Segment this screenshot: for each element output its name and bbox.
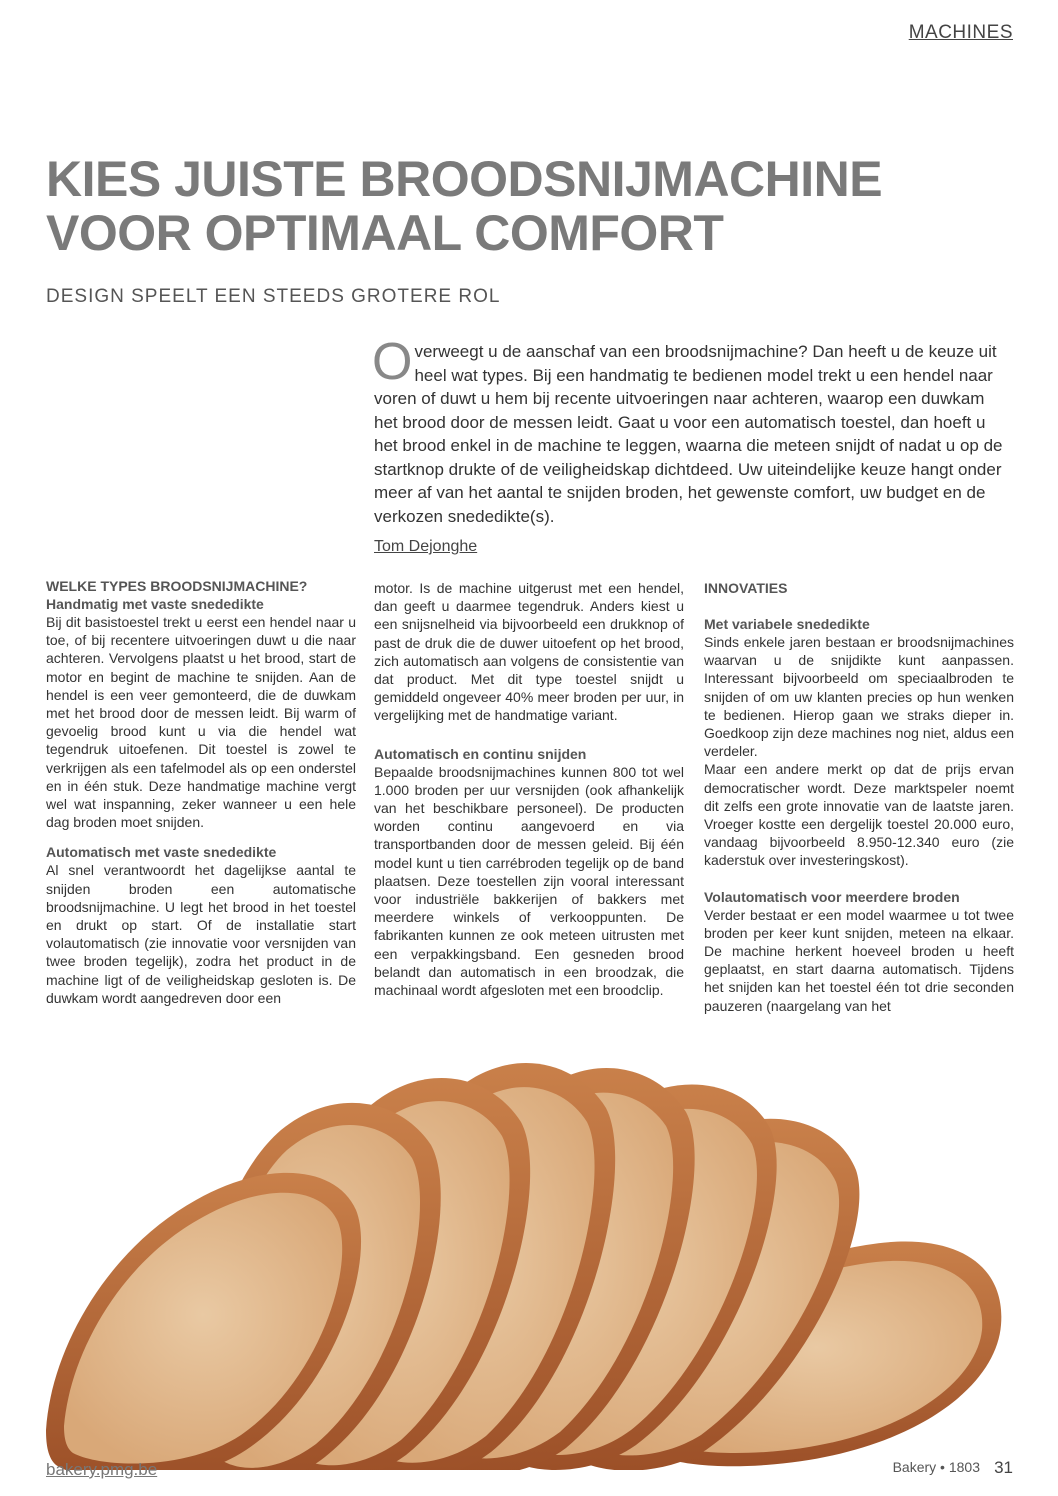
intro-dropcap: O — [372, 333, 413, 391]
paragraph: motor. Is de machine uitgerust met een hendel, dan geeft u daarmee tegendruk. Anders kiest u een snijsnelheid via bijvoorbeeld een drukknop of past de druk die de duwer uitoefent op het brood, zich automatisch aan volgens de consistentie van dat product. Met dit type toestel snijdt u gemiddeld ongeveer 40% meer broden per uur, in vergelijking met de handmatige variant. — [374, 580, 684, 724]
title-line-1: KIES JUISTE BROODSNIJMACHINE — [46, 151, 883, 207]
subheading: Met variabele snededikte — [704, 616, 870, 632]
intro-text: verweegt u de aanschaf van een broodsnijmachine? Dan heeft u de keuze uit heel wat types. Bij een handmatig te bedienen model trekt u een hendel naar voren of duwt u hem bij recente uitvoeringen naar achteren, waarop een duwkam het brood door de messen leidt. Gaat u voor een automatisch toestel, dan hoeft u het brood enkel in de machine te leggen, waarna die meteen snijdt of nadat u op de startknop drukte of de veiligheidskap dichtdeed. Uw uiteindelijke keuze hangt onder meer af van het aantal te snijden broden, het gewenste comfort, uw budget en de verkozen snededikte(s). — [374, 342, 1003, 526]
paragraph: Al snel verantwoordt het dagelijkse aantal te snijden broden een automatische broodsnijmachine. U legt het brood in het toestel en drukt op start. Of de installatie start volautomatisch (zie innovatie voor versnijden van twee broden tegelijk), zodra het product in de machine ligt of de veiligheidskap gesloten is. De duwkam wordt aangedreven door een — [46, 862, 356, 1006]
sliced-bread-photo — [46, 1050, 1012, 1470]
article-title — [46, 152, 1026, 260]
paragraph: Sinds enkele jaren bestaan er broodsnijmachines waarvan u de snijdikte kunt aanpassen. Interessant bijvoorbeeld om speciaalbroden te snijden of om uw klanten precies op hun wenken te bedienen. Hierop gaan we straks dieper in. Goedkoop zijn deze machines nog niet, aldus een verdeler. — [704, 634, 1014, 760]
title-line-2: VOOR OPTIMAAL COMFORT — [46, 205, 724, 261]
text-column-2 — [374, 579, 684, 999]
author-byline[interactable]: Tom Dejonghe — [374, 538, 478, 555]
subheading: Volautomatisch voor meerdere broden — [704, 888, 960, 905]
website-link[interactable]: bakery.pmg.be — [46, 1460, 158, 1479]
section-tag[interactable]: MACHINES — [908, 22, 1013, 43]
subheading: Handmatig met vaste snededikte — [46, 596, 264, 612]
article-intro — [372, 333, 1009, 528]
paragraph: Bepaalde broodsnijmachines kunnen 800 tot wel 1.000 broden per uur versnijden (ook afhankelijk van het beschikbare personeel). De producten worden continu aangevoerd en via transportbanden door de messen geleid. Bij één model kunt u tien carrébroden tegelijk op de band plaatsen. Deze toestellen zijn vooral interessant voor industriële bakkerijen of bakkers met meerdere winkels of verkooppunten. De fabrikanten kunnen ze ook meteen uitrusten met een verpakkingsband. Een gesneden brood belandt dan automatisch in een broodzak, die machinaal wordt afgesloten met een broodclip. — [374, 763, 684, 999]
paragraph: Bij dit basistoestel trekt u eerst een hendel naar u toe, of bij recentere uitvoeringen duwt u die naar achteren. Vervolgens plaatst u het brood, start de motor en begint de machine te snijden. Aan de hendel is een veer gemonteerd, die de duwkam met het brood door de messen leidt. Bij warm of gevoelig brood kunt u via die hendel wat tegendruk uitoefenen. Dit toestel is zowel te verkrijgen als een tafelmodel als op een onderstel en in één stuk. Deze handmatige machine vergt wel wat inspanning, zeker wanneer u een hele dag broden moet snijden. — [46, 614, 356, 831]
text-column-1 — [46, 577, 356, 1007]
paragraph: Maar een andere merkt op dat de prijs ervan democratischer wordt. Deze marktspeler noemt dit zelfs een grote innovatie van de laatste jaren. Vroeger kostte een dergelijk toestel 20.000 euro, vandaag bijvoorbeeld 8.950-12.340 euro (zie kaderstuk over investeringskost). — [704, 761, 1014, 869]
column-heading: INNOVATIES — [704, 580, 788, 596]
column-heading: WELKE TYPES BROODSNIJMACHINE? — [46, 578, 308, 594]
text-column-3 — [704, 579, 1014, 1015]
page-number: 31 — [994, 1458, 1013, 1477]
article-subtitle: DESIGN SPEELT EEN STEEDS GROTERE ROL — [46, 286, 501, 307]
paragraph: Verder bestaat er een model waarmee u tot twee broden per keer kunt snijden, meteen na elkaar. De machine herkent hoeveel broden u heeft geplaatst, en start daarna automatisch. Tijdens het snijden kan het toestel één tot drie seconden pauzeren (naargelang van het — [704, 906, 1014, 1014]
subheading: Automatisch met vaste snededikte — [46, 844, 277, 861]
issue-label: Bakery • 1803 — [892, 1459, 980, 1475]
subheading: Automatisch en continu snijden — [374, 745, 587, 762]
